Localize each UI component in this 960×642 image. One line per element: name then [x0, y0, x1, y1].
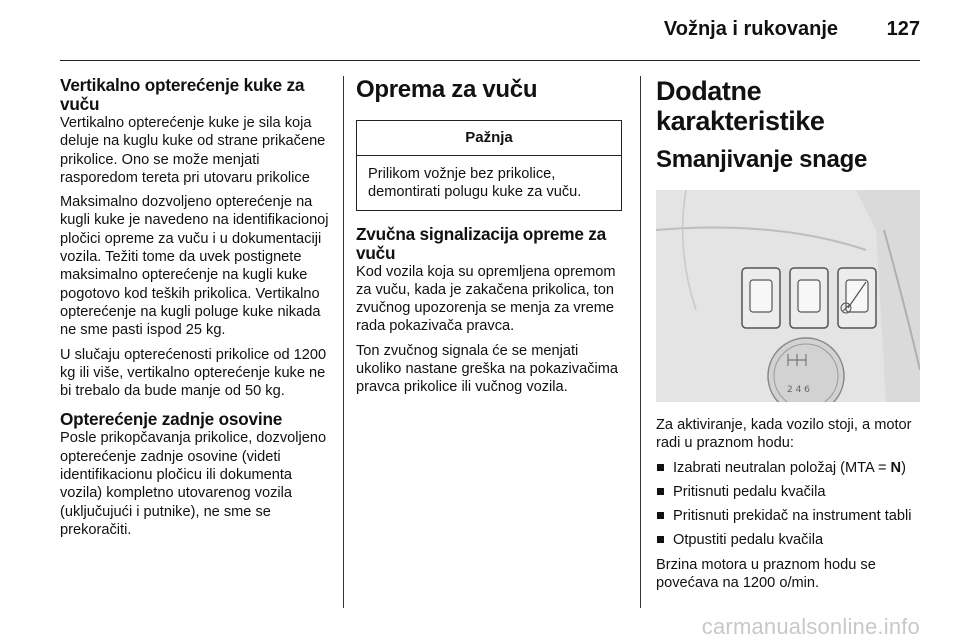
caution-notice	[356, 120, 622, 211]
column-divider	[343, 76, 344, 608]
caution-title: Pažnja	[357, 121, 621, 156]
paragraph: Brzina motora u praznom hodu se povećava na 1200 o/min.	[656, 556, 876, 592]
column-divider	[640, 76, 641, 608]
heading-additional-features: Dodatne karakteristike	[656, 76, 825, 136]
steps-list	[656, 459, 920, 550]
page-header	[60, 16, 920, 61]
page-number: 127	[886, 18, 920, 40]
column-right	[656, 76, 920, 598]
paragraph: Za aktiviranje, kada vozilo stoji, a motor radi u praznom hodu:	[656, 417, 912, 452]
paragraph: Maksimalno dozvoljeno opterećenje na kugli kuke je navedeno na identifikacionoj pločici opreme za vuču i u dokumentaciji vozila. Težiti tome da uvek postignete maksimalno opterećenje na kugli kuke pogotovo kod teških prikolica. Vertikalno opterećenje na kugli poluge kuke nikada ne sme pasti ispod 25 kg.	[60, 194, 329, 339]
paragraph: Ton zvučnog signala će se menjati ukoliko nastane greška na pokazivačima pravca prikolice ili vučnog vozila.	[356, 342, 619, 396]
list-item: Izabrati neutralan položaj (MTA = N)	[656, 459, 920, 477]
heading-power-reduction: Smanjivanje snage	[656, 146, 867, 173]
heading-towing-equipment: Oprema za vuču	[356, 76, 538, 103]
list-item: Pritisnuti prekidač na instrument tabli	[656, 507, 920, 525]
bullet-marker	[657, 464, 664, 471]
list-item: Pritisnuti pedalu kvačila	[656, 483, 920, 501]
column-left	[60, 76, 334, 545]
list-item: Otpustiti pedalu kvačila	[656, 531, 920, 549]
watermark: carmanualsonline.info	[701, 614, 920, 639]
heading-hitch-load: Vertikalno opterećenje kuke za vuču	[60, 75, 305, 114]
paragraph: U slučaju opterećenosti prikolice od 1200 kg ili više, vertikalno opterećenje kuke ne bi trebalo da bude manje od 50 kg.	[60, 346, 327, 400]
column-middle	[356, 76, 624, 403]
paragraph: Kod vozila koja su opremljena opremom za vuču, kada je zakačena prikolica, ton zvučnog upozorenja se menja za vreme rada pokazivača pravca.	[356, 263, 616, 335]
gear-digits: 2 4 6	[787, 385, 810, 395]
caution-text: Prilikom vožnje bez prikolice, demontirati polugu kuke za vuču.	[368, 166, 582, 201]
bullet-marker	[657, 536, 664, 543]
dashboard-switch-illustration	[656, 190, 920, 402]
paragraph: Vertikalno opterećenje kuke je sila koja deluje na kuglu kuke od strane prikačene prikolice. Ono se može menjati rasporedom tereta pri utovaru prikolice	[60, 115, 326, 186]
bullet-marker	[657, 512, 664, 519]
switch-panel-image	[656, 190, 920, 402]
section-title: Vožnja i rukovanje	[663, 18, 838, 40]
heading-acoustic-signal: Zvučna signalizacija opreme za vuču	[356, 223, 606, 263]
bullet-marker	[657, 488, 664, 495]
heading-rear-axle-load: Opterećenje zadnje osovine	[60, 409, 283, 430]
paragraph: Posle prikopčavanja prikolice, dozvoljeno opterećenje zadnje osovine (videti identifikacionu pločicu ili dokumenta vozila) kompletno utovarenog vozila (uključujući i putnike), ne sme se prekoračiti.	[60, 430, 327, 538]
